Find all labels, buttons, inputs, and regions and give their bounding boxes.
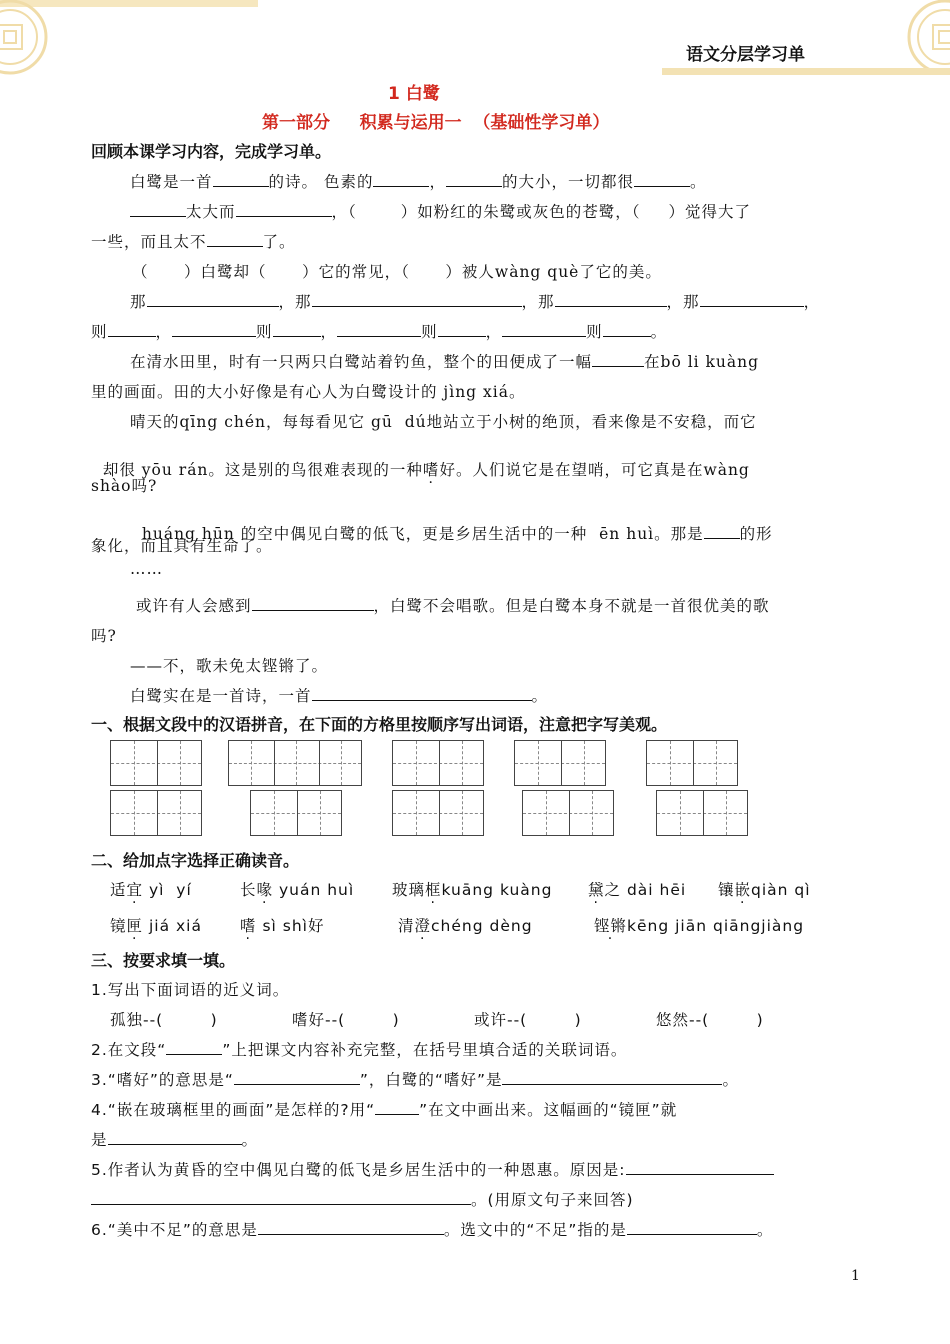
part-title: 第一部分 积累与运用一 （基础性学习单） — [262, 113, 610, 133]
answer-blank[interactable] — [108, 1128, 242, 1145]
answer-blank[interactable] — [312, 290, 522, 307]
answer-blank[interactable] — [627, 1218, 757, 1235]
passage-ellipsis: …… — [130, 560, 163, 578]
answer-blank[interactable] — [108, 320, 156, 337]
passage-line-16: ——不，歌未免太铿锵了。 — [130, 657, 329, 675]
answer-blank[interactable] — [626, 1158, 774, 1175]
writing-grid[interactable] — [514, 740, 606, 786]
synonym-item[interactable]: 孤独--( ) — [110, 1011, 218, 1029]
writing-grid[interactable] — [646, 740, 738, 786]
pronunciation-item[interactable]: 长喙 yuán huì — [240, 881, 355, 899]
section3-title: 三、按要求填一填。 — [91, 951, 236, 970]
answer-blank[interactable] — [273, 320, 321, 337]
answer-blank[interactable] — [207, 230, 263, 247]
pronunciation-item[interactable]: 镶嵌qiàn qì — [718, 881, 811, 899]
answer-blank[interactable] — [634, 170, 690, 187]
header-title: 语文分层学习单 — [686, 45, 805, 65]
passage-line-5: 那 ，那 ，那 ，那 ， — [130, 290, 820, 312]
answer-blank[interactable] — [147, 290, 279, 307]
question-5-cont: 。(用原文句子来回答) — [91, 1188, 634, 1210]
corner-ornament-left — [0, 0, 50, 82]
answer-blank[interactable] — [438, 320, 486, 337]
question-3: 3.“嗜好”的意思是“ ”，白鹭的“嗜好”是 。 — [91, 1068, 739, 1090]
writing-grid[interactable] — [656, 790, 748, 836]
passage-line-9: 晴天的qīng chén，每每看见它 gū dú地站立于小树的绝顶，看来像是不安稳，而它 — [130, 413, 757, 431]
pronunciation-item[interactable]: 嗜 sì shì好 — [240, 917, 325, 935]
synonym-item[interactable]: 或许--( ) — [474, 1011, 582, 1029]
answer-blank[interactable] — [603, 320, 651, 337]
synonym-item[interactable]: 悠然--( ) — [656, 1011, 764, 1029]
passage-line-1: 白鹭是一首 的诗。 色素的 ， 的大小，一切都很 。 — [130, 170, 707, 192]
question-5: 5.作者认为黄昏的空中偶见白鹭的低飞是乡居生活中的一种恩惠。原因是: — [91, 1158, 774, 1180]
passage-line-4: （ ）白鹭却（ ）它的常见，（ ）被人wàng què了它的美。 — [132, 263, 662, 281]
passage-line-10: 却很 yōu rán。这是别的鸟很难表现的一种嗜好。人们说它是在望哨，可它真是在wàng — [102, 461, 750, 479]
answer-blank[interactable] — [234, 1068, 360, 1085]
pronunciation-item[interactable]: 镜匣 jiá xiá — [110, 917, 202, 935]
answer-blank[interactable] — [213, 170, 269, 187]
answer-blank[interactable] — [700, 290, 804, 307]
passage-line-15: 吗? — [91, 627, 117, 645]
answer-blank[interactable] — [312, 684, 532, 701]
answer-blank[interactable] — [446, 170, 502, 187]
passage-line-6: 则 ， 则 ， 则 ， 则 。 — [91, 320, 667, 342]
writing-grid[interactable] — [250, 790, 342, 836]
question-1: 1.写出下面词语的近义词。 — [91, 981, 290, 999]
answer-blank[interactable] — [252, 594, 374, 611]
pronunciation-item[interactable]: 黛之 dài hēi — [588, 881, 687, 899]
writing-grid[interactable] — [110, 790, 202, 836]
answer-blank[interactable] — [502, 320, 586, 337]
writing-grid[interactable] — [110, 740, 202, 786]
passage-line-2: 太大而 ，（ ）如粉红的朱鹭或灰色的苍鹭，（ ）觉得大了 — [130, 200, 751, 222]
answer-blank[interactable] — [172, 320, 256, 337]
answer-blank[interactable] — [166, 1038, 222, 1055]
writing-grid[interactable] — [522, 790, 614, 836]
passage-line-17: 白鹭实在是一首诗，一首 。 — [130, 684, 548, 706]
question-6: 6.“美中不足”的意思是 。选文中的“不足”指的是 。 — [91, 1218, 773, 1240]
answer-blank[interactable] — [555, 290, 667, 307]
pronunciation-item[interactable]: 铿锵kēng jiān qiāngjiàng — [594, 917, 805, 935]
writing-grid[interactable] — [228, 740, 362, 786]
writing-grid[interactable] — [392, 790, 484, 836]
passage-line-14: 或许有人会感到 ，白鹭不会唱歌。但是白鹭本身不就是一首很优美的歌 — [136, 594, 770, 616]
question-2: 2.在文段“ ”上把课文内容补充完整，在括号里填合适的关联词语。 — [91, 1038, 627, 1060]
pronunciation-item[interactable]: 玻璃框kuāng kuàng — [392, 881, 553, 899]
answer-blank[interactable] — [502, 1068, 722, 1085]
answer-blank[interactable] — [373, 170, 429, 187]
answer-blank[interactable] — [337, 320, 421, 337]
passage-line-3: 一些，而且太不 了。 — [91, 230, 296, 252]
passage-line-11: shào吗? — [91, 477, 158, 495]
passage-line-13: 象化，而且具有生命了。 — [91, 537, 273, 555]
dotted-char: 嗜 — [422, 461, 440, 479]
answer-blank[interactable] — [592, 350, 644, 367]
synonym-item[interactable]: 嗜好--( ) — [292, 1011, 400, 1029]
answer-blank[interactable] — [704, 522, 740, 539]
answer-blank[interactable] — [375, 1098, 419, 1115]
writing-grid[interactable] — [392, 740, 484, 786]
answer-blank[interactable] — [91, 1188, 471, 1205]
header-underline — [662, 68, 950, 75]
passage-line-7: 在清水田里，时有一只两只白鹭站着钓鱼，整个的田便成了一幅 在bō li kuàng — [130, 350, 759, 372]
lesson-title: 1 白鹭 — [388, 84, 440, 104]
answer-blank[interactable] — [130, 200, 186, 217]
section1-title: 一、根据文段中的汉语拼音，在下面的方格里按顺序写出词语，注意把字写美观。 — [91, 715, 668, 734]
section2-title: 二、给加点字选择正确读音。 — [91, 851, 300, 870]
question-4-cont: 是 。 — [91, 1128, 258, 1150]
question-4: 4.“嵌在玻璃框里的画面”是怎样的?用“ ”在文中画出来。这幅画的“镜匣”就 — [91, 1098, 677, 1120]
answer-blank[interactable] — [258, 1218, 444, 1235]
pronunciation-item[interactable]: 清澄chéng dèng — [398, 917, 533, 935]
pronunciation-item[interactable]: 适宜 yì yí — [110, 881, 192, 899]
passage-line-12: huáng hūn 的空中偶见白鹭的低飞，更是乡居生活中的一种 ēn huì。那是 的形 — [130, 504, 773, 544]
answer-blank[interactable] — [236, 200, 332, 217]
intro-text: 回顾本课学习内容，完成学习单。 — [91, 142, 332, 161]
passage-line-8: 里的画面。田的大小好像是有心人为白鹭设计的 jìng xiá。 — [91, 383, 526, 401]
page-number: 1 — [851, 1268, 860, 1284]
